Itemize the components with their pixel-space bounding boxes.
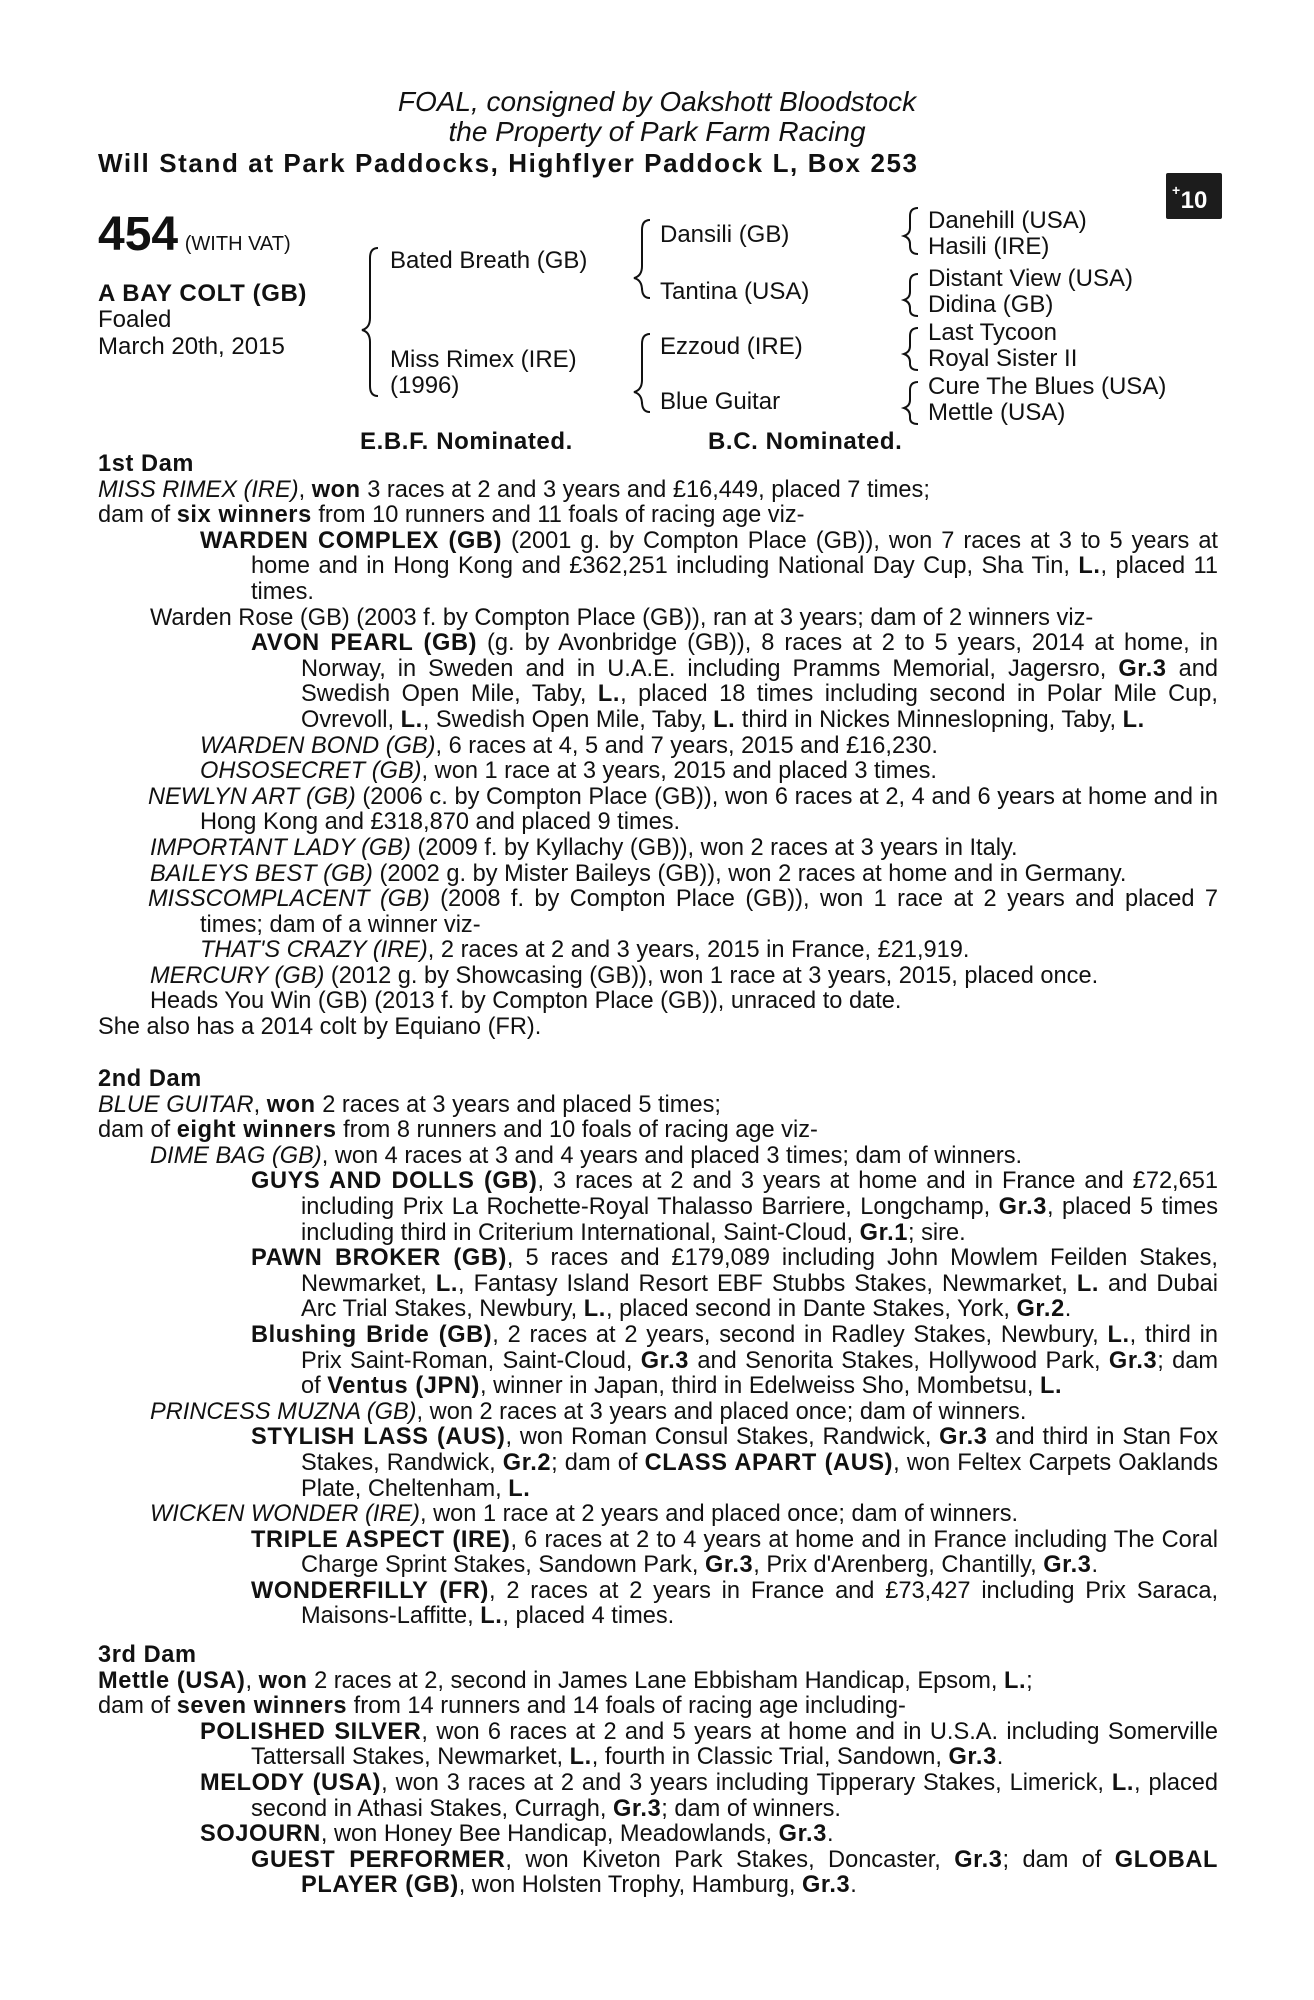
text: dam of	[98, 1693, 177, 1720]
text: (2009 f. by Kyllachy (GB)), won 2 races at 3 years in Italy.	[410, 834, 1018, 861]
horse-name: PRINCESS MUZNA (GB)	[150, 1398, 417, 1425]
sire-dam-dam: Didina (GB)	[928, 291, 1054, 318]
grade: L.	[597, 681, 621, 708]
horse-name: TRIPLE ASPECT (IRE)	[251, 1526, 511, 1553]
third-dam-section	[98, 1643, 1218, 1899]
grade: Gr.3	[1043, 1552, 1092, 1579]
text: (2006 c. by Compton Place (GB)), won 6 races at 2, 4 and 6 years at home and in Hong Kong and £318,870 and placed 9 times.	[200, 783, 1218, 836]
produce-misscomplacent	[98, 887, 1218, 938]
dam-dam-sire: Cure The Blues (USA)	[928, 373, 1167, 400]
horse-name: MERCURY (GB)	[150, 962, 325, 989]
produce-melody	[98, 1771, 1218, 1822]
horse-name: Blushing Bride (GB)	[251, 1321, 493, 1348]
horse-name: NEWLYN ART (GB)	[148, 783, 356, 810]
text: .	[850, 1872, 857, 1899]
text: ; dam of	[1002, 1846, 1115, 1873]
lot-badge-number: 10	[1180, 187, 1208, 214]
grade: L.	[713, 706, 736, 733]
first-dam-produce	[98, 503, 1218, 529]
text: 2 races at 2, second in James Lane Ebbisham Handicap, Epsom,	[307, 1667, 1004, 1694]
horse-name: AVON PEARL (GB)	[251, 630, 478, 657]
grade: L.	[480, 1603, 503, 1630]
produce-dime-bag	[98, 1144, 1218, 1170]
text: ;	[1026, 1667, 1033, 1694]
foaled-label: Foaled	[98, 306, 172, 333]
first-dam-heading: 1st Dam	[98, 451, 194, 477]
text: , placed 18 times including second in Polar Mile Cup, Ovrevoll,	[301, 681, 1218, 733]
foaled-date: March 20th, 2015	[98, 333, 285, 360]
text: , won 3 races at 2 and 3 years including Tipperary Stakes, Limerick,	[381, 1769, 1112, 1796]
grade: Gr.3	[704, 1552, 754, 1579]
horse-name: BAILEYS BEST (GB)	[150, 860, 373, 887]
second-dam-heading: 2nd Dam	[98, 1066, 202, 1092]
horse-name: POLISHED SILVER	[200, 1718, 422, 1745]
lot-number: 454	[98, 208, 179, 261]
dam-name-bold: Mettle (USA)	[98, 1667, 246, 1694]
dam-name-italic: BLUE GUITAR	[98, 1091, 254, 1118]
text: from 8 runners and 10 foals of racing age viz-	[336, 1117, 818, 1144]
text: ; sire.	[907, 1219, 966, 1246]
produce-polished-silver	[98, 1720, 1218, 1771]
text: and third in Stan Fox Stakes, Randwick,	[301, 1424, 1218, 1476]
produce-blushing-bride	[98, 1323, 1218, 1400]
grade: Gr.3	[939, 1424, 988, 1451]
text: , won Roman Consul Stakes, Randwick,	[505, 1424, 940, 1451]
text: , 5 races and £179,089 including John Mowlem Feilden Stakes, Newmarket,	[301, 1245, 1218, 1297]
second-dam-section	[98, 1067, 1218, 1630]
text: (2012 g. by Showcasing (GB)), won 1 race at 3 years, 2015, placed once.	[324, 962, 1099, 989]
produce-stylish-lass	[98, 1425, 1218, 1502]
text: , placed 5 times including third in Criterium International, Saint-Cloud,	[301, 1193, 1218, 1246]
produce-warden-rose: Warden Rose (GB) (2003 f. by Compton Place (GB)), ran at 3 years; dam of 2 winners viz-	[150, 604, 1094, 631]
produce-mercury	[98, 964, 1218, 990]
vat-label: (WITH VAT)	[184, 233, 291, 255]
winners-count: seven winners	[176, 1693, 348, 1720]
produce-wicken-wonder	[98, 1502, 1218, 1528]
produce-warden-complex	[98, 529, 1218, 606]
text: , won Feltex Carpets Oaklands Plate, Cheltenham,	[301, 1449, 1218, 1502]
text: .	[1064, 1296, 1072, 1323]
text: .	[1091, 1552, 1099, 1579]
text: , fourth in Classic Trial, Sandown,	[591, 1744, 949, 1771]
text: ; dam of	[551, 1449, 645, 1476]
text: .	[826, 1821, 834, 1848]
text: , won Holsten Trophy, Hamburg,	[458, 1872, 802, 1899]
first-dam-record	[98, 478, 1218, 504]
grade: Gr.3	[778, 1821, 827, 1848]
lot-description: A BAY COLT (GB)	[98, 280, 308, 307]
text: , won 4 races at 3 and 4 years and placed 3 times; dam of winners.	[321, 1142, 1023, 1169]
grade: L.	[569, 1744, 592, 1771]
horse-name: PAWN BROKER (GB)	[251, 1245, 507, 1272]
produce-thats-crazy	[98, 938, 1218, 964]
first-dam-section	[98, 452, 1218, 1041]
second-dam-record	[98, 1093, 1218, 1119]
text: from 14 runners and 14 foals of racing age including-	[347, 1693, 906, 1720]
won-bold: won	[311, 476, 361, 503]
produce-pawn-broker	[98, 1246, 1218, 1323]
grade: L.	[1003, 1667, 1027, 1694]
horse-name: WICKEN WONDER (IRE)	[150, 1501, 421, 1528]
dam-dam-dam: Mettle (USA)	[928, 399, 1066, 426]
text: , won 1 race at 2 years and placed once; dam of winners.	[420, 1501, 1019, 1528]
grade: L.	[1076, 1270, 1099, 1297]
dam-dam: Blue Guitar	[660, 388, 781, 415]
text: , placed second in Dante Stakes, York,	[605, 1296, 1017, 1323]
brace-sire-dam	[362, 248, 378, 396]
produce-guys-and-dolls	[98, 1169, 1218, 1246]
brace-ds	[904, 328, 918, 370]
third-dam-produce	[98, 1694, 1218, 1720]
text: , 2 races at 2 years, second in Radley Stakes, Newbury,	[492, 1321, 1108, 1348]
brace-sd	[904, 274, 918, 316]
dam-name: Miss Rimex (IRE)	[390, 346, 577, 373]
text: , won Honey Bee Handicap, Meadowlands,	[320, 1821, 779, 1848]
text: dam of	[98, 502, 177, 529]
sire-name: Bated Breath (GB)	[390, 247, 588, 274]
text: , Fantasy Island Resort EBF Stubbs Stakes, Newmarket,	[458, 1270, 1077, 1297]
text: , 2 races at 2 and 3 years, 2015 in France, £21,919.	[427, 937, 970, 964]
grade: Gr.3	[801, 1872, 851, 1899]
text: 3 races at 2 and 3 years and £16,449, placed 7 times;	[360, 476, 930, 503]
dam-name-italic: MISS RIMEX (IRE)	[98, 476, 299, 503]
sire-dam-sire: Distant View (USA)	[928, 265, 1133, 292]
horse-name: IMPORTANT LADY (GB)	[150, 834, 411, 861]
horse-name: DIME BAG (GB)	[150, 1142, 322, 1169]
horse-name: CLASS APART (AUS)	[644, 1449, 894, 1476]
grade: Gr.3	[998, 1193, 1047, 1220]
grade: Gr.3	[612, 1795, 662, 1822]
lot-badge-plus: +	[1172, 182, 1181, 198]
text: , 6 races at 4, 5 and 7 years, 2015 and £16,230.	[435, 732, 938, 759]
grade: Gr.3	[954, 1846, 1003, 1873]
horse-name: MELODY (USA)	[200, 1769, 382, 1796]
grade: L.	[435, 1270, 459, 1297]
grade: L.	[583, 1296, 606, 1323]
winners-count: six winners	[176, 502, 312, 529]
horse-name: Ventus (JPN)	[327, 1373, 480, 1400]
text: ; dam of winners.	[661, 1795, 841, 1822]
grade: L.	[1039, 1373, 1063, 1400]
produce-princess-muzna	[98, 1400, 1218, 1426]
won-bold: won	[258, 1667, 308, 1694]
text: and Swedish Open Mile, Taby,	[301, 655, 1219, 708]
text: from 10 runners and 11 foals of racing age viz-	[311, 502, 805, 529]
grade: Gr.3	[1118, 655, 1167, 682]
grade: L.	[1122, 706, 1145, 733]
horse-name: OHSOSECRET (GB)	[200, 758, 422, 785]
dam-sire-sire: Last Tycoon	[928, 319, 1057, 346]
horse-name: THAT'S CRAZY (IRE)	[200, 937, 428, 964]
produce-wonderfilly	[98, 1579, 1218, 1630]
third-dam-heading: 3rd Dam	[98, 1642, 197, 1668]
text: ,	[253, 1091, 267, 1118]
horse-name: GUEST PERFORMER	[251, 1846, 506, 1873]
horse-name: MISSCOMPLACENT (GB)	[148, 886, 430, 913]
text: , won 6 races at 2 and 5 years at home and in U.S.A. including Somerville Tattersall Stakes, Newmarket,	[251, 1718, 1218, 1771]
text: third in Nickes Minneslopning, Taby,	[735, 706, 1123, 733]
dam-sire: Ezzoud (IRE)	[660, 333, 803, 360]
text: 2 races at 3 years and placed 5 times;	[315, 1091, 721, 1118]
text: (2008 f. by Compton Place (GB)), won 1 race at 2 years and placed 7 times; dam of a winner viz-	[200, 886, 1218, 938]
text: dam of	[98, 1117, 177, 1144]
text: , Prix d'Arenberg, Chantilly,	[753, 1552, 1044, 1579]
brace-ss	[904, 208, 918, 254]
produce-guest-performer	[98, 1848, 1218, 1899]
text: , placed 4 times.	[502, 1603, 675, 1630]
text: , 2 races at 2 years in France and £73,427 including Prix Saraca, Maisons-Laffitte,	[301, 1577, 1218, 1630]
grade: Gr.3	[948, 1744, 997, 1771]
produce-heads-you-win: Heads You Win (GB) (2013 f. by Compton Place (GB)), unraced to date.	[150, 988, 902, 1015]
horse-name: WARDEN BOND (GB)	[200, 732, 436, 759]
third-dam-record	[98, 1669, 1218, 1695]
horse-name: STYLISH LASS (AUS)	[251, 1424, 506, 1451]
text: , Swedish Open Mile, Taby,	[422, 706, 714, 733]
grade: Gr.2	[1016, 1296, 1065, 1323]
text: , placed second in Athasi Stakes, Curragh,	[251, 1769, 1218, 1822]
produce-ohsosecret	[98, 759, 1218, 785]
text: and Senorita Stakes, Hollywood Park,	[689, 1347, 1109, 1374]
text: , winner in Japan, third in Edelweiss Sho, Mombetsu,	[479, 1373, 1040, 1400]
produce-triple-aspect	[98, 1528, 1218, 1579]
bc-nominated: B.C. Nominated.	[708, 428, 903, 455]
grade: Gr.3	[1108, 1347, 1158, 1374]
text: , 6 races at 2 to 4 years at home and in France including The Coral Charge Sprint Stakes, Sandown Park,	[301, 1526, 1218, 1579]
text: , placed 11 times.	[251, 553, 1218, 605]
ebf-nominated: E.B.F. Nominated.	[360, 428, 573, 455]
sire-dam: Tantina (USA)	[660, 278, 810, 305]
horse-name: WONDERFILLY (FR)	[251, 1577, 489, 1604]
text: , third in Prix Saint-Roman, Saint-Cloud,	[301, 1321, 1218, 1374]
location-line: Will Stand at Park Paddocks, Highflyer Paddock L, Box 253	[98, 148, 919, 178]
grade: Gr.1	[859, 1219, 908, 1246]
dam-sire-dam: Royal Sister II	[928, 345, 1078, 372]
grade: L.	[508, 1475, 531, 1502]
grade: L.	[1078, 553, 1101, 580]
produce-baileys-best	[98, 862, 1218, 888]
text: and Dubai Arc Trial Stakes, Newbury,	[301, 1270, 1218, 1323]
second-dam-produce	[98, 1118, 1218, 1144]
grade: Gr.3	[640, 1347, 690, 1374]
text: , won 1 race at 3 years, 2015 and placed 3 times.	[421, 758, 937, 785]
produce-important-lady	[98, 836, 1218, 862]
text: (2002 g. by Mister Baileys (GB)), won 2 races at home and in Germany.	[372, 860, 1127, 887]
property-line: the Property of Park Farm Racing	[448, 116, 866, 147]
text: .	[996, 1744, 1004, 1771]
consignor-line: FOAL, consigned by Oakshott Bloodstock	[397, 86, 917, 117]
text: , won Kiveton Park Stakes, Doncaster,	[505, 1846, 955, 1873]
grade: L.	[400, 706, 423, 733]
horse-name: SOJOURN	[200, 1821, 321, 1848]
dam-year: (1996)	[390, 372, 460, 399]
horse-name: WARDEN COMPLEX (GB)	[200, 527, 503, 554]
grade: L.	[1111, 1769, 1135, 1796]
text: ; dam of	[301, 1347, 1218, 1400]
text: ,	[245, 1667, 259, 1694]
text: , won 2 races at 3 years and placed once; dam of winners.	[416, 1398, 1027, 1425]
brace-dd	[904, 382, 918, 424]
horse-name: GUYS AND DOLLS (GB)	[251, 1168, 538, 1195]
sire-sire-dam: Hasili (IRE)	[928, 233, 1050, 260]
winners-count: eight winners	[176, 1117, 337, 1144]
produce-2014-colt: She also has a 2014 colt by Equiano (FR).	[98, 1014, 542, 1041]
text: (2001 g. by Compton Place (GB)), won 7 races at 3 to 5 years at home and in Hong Kong and £362,251 including National Day Cup, Sha Tin,	[251, 527, 1218, 580]
produce-sojourn	[98, 1822, 1218, 1848]
brace-sire	[634, 220, 650, 298]
brace-dam	[634, 334, 650, 412]
text: , 3 races at 2 and 3 years at home and in France and £72,651 including Prix La Rochette-Royal Thalasso Barriere, Longchamp,	[301, 1168, 1218, 1220]
won-bold: won	[266, 1091, 316, 1118]
text: ,	[298, 476, 312, 503]
produce-warden-bond	[98, 734, 1218, 760]
text: (g. by Avonbridge (GB)), 8 races at 2 to 5 years, 2014 at home, in Norway, in Sweden and in U.A.E. including Pramms Memorial, Jagersro,	[301, 630, 1218, 682]
produce-newlyn-art	[98, 785, 1218, 836]
sire-sire-sire: Danehill (USA)	[928, 207, 1087, 234]
produce-avon-pearl	[98, 631, 1218, 733]
grade: Gr.2	[502, 1449, 552, 1476]
grade: L.	[1107, 1321, 1130, 1348]
sire-sire: Dansili (GB)	[660, 221, 790, 248]
horse-name: GLOBAL PLAYER (GB)	[301, 1846, 1218, 1899]
